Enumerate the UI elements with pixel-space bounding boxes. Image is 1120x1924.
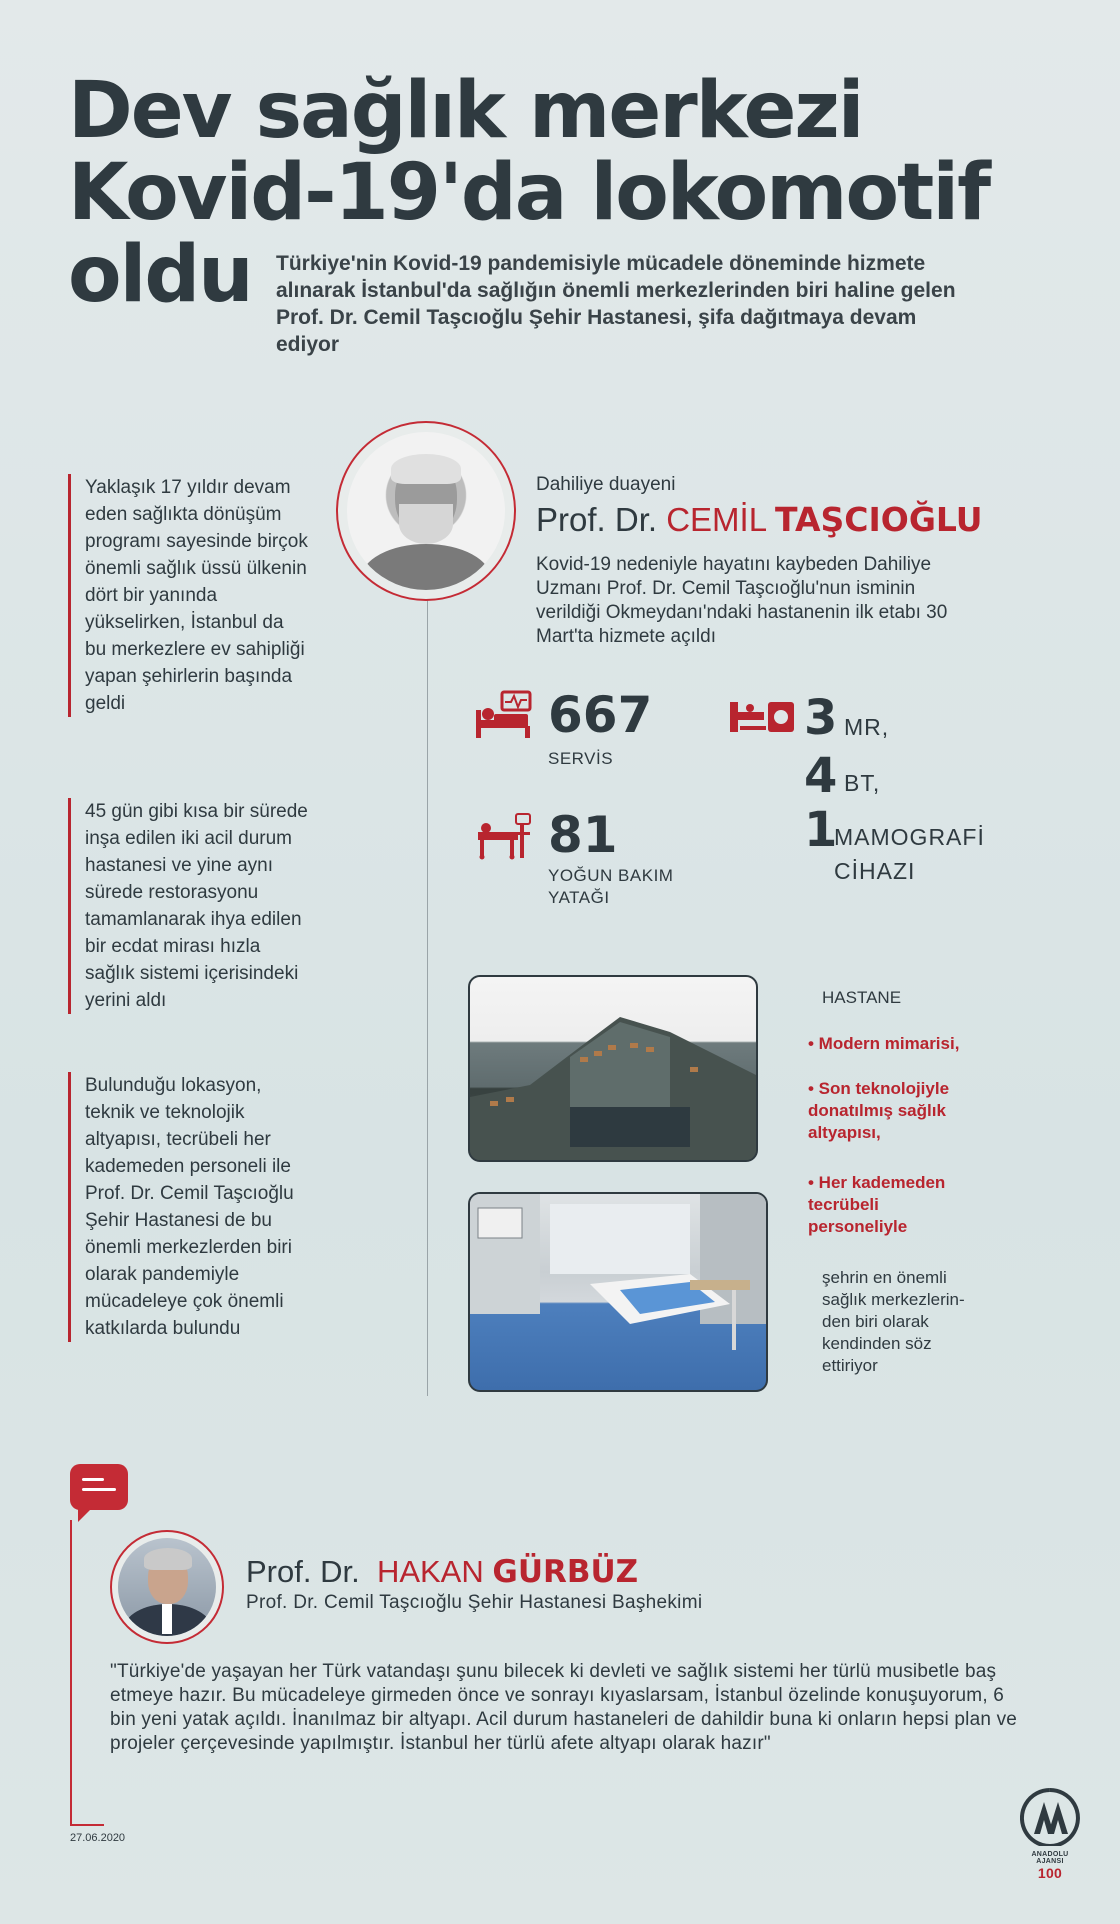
left-paragraph-3: Bulunduğu lokasyon, teknik ve teknolojik altyapısı, tecrübeli her kademeden personeli ile Prof. Dr. Cemil Taşcıoğlu Şehir Hastanesi de bu önemli merkezlerden biri olarak pandemiyle mücadeleye çok önemli katkılarda bulundu	[68, 1072, 308, 1342]
portrait-hakan-gurbuz	[110, 1530, 224, 1644]
quote-bracket-vertical	[70, 1520, 72, 1826]
stat-servis-label: SERVİS	[548, 749, 614, 768]
stat-mamografi-unit	[834, 820, 985, 888]
profile2-quote: "Türkiye'de yaşayan her Türk vatandaşı şunu bilecek ki devleti ve sağlık sistemi her türlü musibetle baş etmeye hazır. Bu mücadeleye girmeden önce ve sonrayı kıyaslarsam, İstanbul özelinde konuşuyorum, 6 bin yeni yatak açıldı. İnanılmaz bir altyapı. Acil durum hastaneleri de dahildir buna ki onların hepsi plan ve projeler çerçevesinde yapılmıştır. İstanbul her türlü afete altyapı olarak hazır"	[110, 1661, 1018, 1754]
stat-bt-unit: BT,	[844, 770, 881, 796]
hospital-heading: HASTANE	[822, 988, 902, 1007]
profile2-name	[246, 1554, 638, 1590]
intro-text: Türkiye'nin Kovid-19 pandemisiyle mücadele döneminde hizmete alınarak İstanbul'da sağlığın önemli merkezlerinden biri haline gelen Prof. Dr. Cemil Taşcıoğlu Şehir Hastanesi, şifa dağıtmaya devam ediyor	[276, 252, 956, 356]
timeline-divider	[427, 596, 428, 1396]
stat-yogun-label-1: YOĞUN BAKIM	[548, 866, 674, 885]
hospital-exterior-photo	[468, 975, 758, 1162]
title-line-1: Dev sağlık merkezi	[68, 66, 863, 156]
hospital-bullet-2: • Son teknolojiyle donatılmış sağlık altyapısı,	[808, 1079, 950, 1142]
profile2-role: Prof. Dr. Cemil Taşcıoğlu Şehir Hastanesi Başhekimi	[246, 1592, 703, 1613]
stat-mamografi-unit-2: CİHAZI	[834, 858, 916, 884]
quote-bracket-horizontal	[70, 1824, 104, 1826]
title-line-3: oldu	[68, 230, 252, 320]
profile1-last: TAŞCIOĞLU	[775, 500, 983, 539]
profile1-prefix: Prof. Dr.	[536, 501, 658, 538]
stat-bt-value: 4	[804, 748, 838, 804]
profile1-subtitle: Dahiliye duayeni	[536, 474, 676, 495]
left-paragraph-1: Yaklaşık 17 yıldır devam eden sağlıkta dönüşüm programı sayesinde birçok önemli sağlık üssü ülkenin dört bir yanında yükselirken, İstanbul da bu merkezlere ev sahipliği yapan şehirlerin başında geldi	[68, 474, 308, 717]
stat-mr-value: 3	[804, 690, 838, 746]
aa-logo-icon	[1020, 1788, 1080, 1846]
profile1-first: CEMİL	[666, 501, 766, 538]
hospital-bullet-1: • Modern mimarisi,	[808, 1034, 960, 1053]
title-line-2: Kovid-19'da lokomotif	[68, 148, 990, 238]
stat-servis-value: 667	[548, 686, 653, 744]
imaging-device-icon	[728, 700, 800, 734]
left-paragraph-2: 45 gün gibi kısa bir sürede inşa edilen iki acil durum hastanesi ve yine aynı sürede restorasyonu tamamlanarak ihya edilen bir ecdat mirası hızla sağlık sistemi içerisindeki yerini aldı	[68, 798, 308, 1014]
stat-yogun-label-2: YATAĞI	[548, 888, 610, 907]
stat-yogun-value: 81	[548, 806, 618, 864]
stat-yogun-label	[548, 865, 673, 909]
anadolu-ajansi-logo	[1020, 1788, 1080, 1898]
speech-bubble-icon	[70, 1464, 128, 1510]
profile1-name	[536, 500, 983, 539]
hospital-room-photo	[468, 1192, 768, 1392]
anniversary-mark: 100	[1037, 1865, 1063, 1881]
logo-text: ANADOLU AJANSI	[1031, 1851, 1069, 1865]
stat-mr-unit: MR,	[844, 714, 890, 740]
profile1-description: Kovid-19 nedeniyle hayatını kaybeden Dahiliye Uzmanı Prof. Dr. Cemil Taşcıoğlu'nun isminin verildiği Okmeydanı'ndaki hastanenin ilk etabı 30 Mart'ta hizmete açıldı	[536, 554, 948, 647]
profile2-first: HAKAN	[376, 1554, 484, 1589]
stat-mamografi-value: 1	[804, 802, 838, 858]
portrait-cemil-tascioglu	[336, 421, 516, 601]
hospital-closing: şehrin en önemli sağlık merkezlerin-den biri olarak kendinden söz ettiriyor	[822, 1268, 965, 1375]
hospital-bullet-3: • Her kademeden tecrübeli personeliyle	[808, 1173, 946, 1236]
profile2-last: GÜRBÜZ	[492, 1554, 639, 1590]
publish-date: 27.06.2020	[70, 1832, 126, 1844]
icu-bed-icon	[476, 812, 536, 860]
stat-mamografi-unit-1: MAMOGRAFİ	[834, 824, 985, 850]
hospital-bed-monitor-icon	[474, 690, 534, 740]
profile2-prefix: Prof. Dr.	[246, 1554, 360, 1589]
